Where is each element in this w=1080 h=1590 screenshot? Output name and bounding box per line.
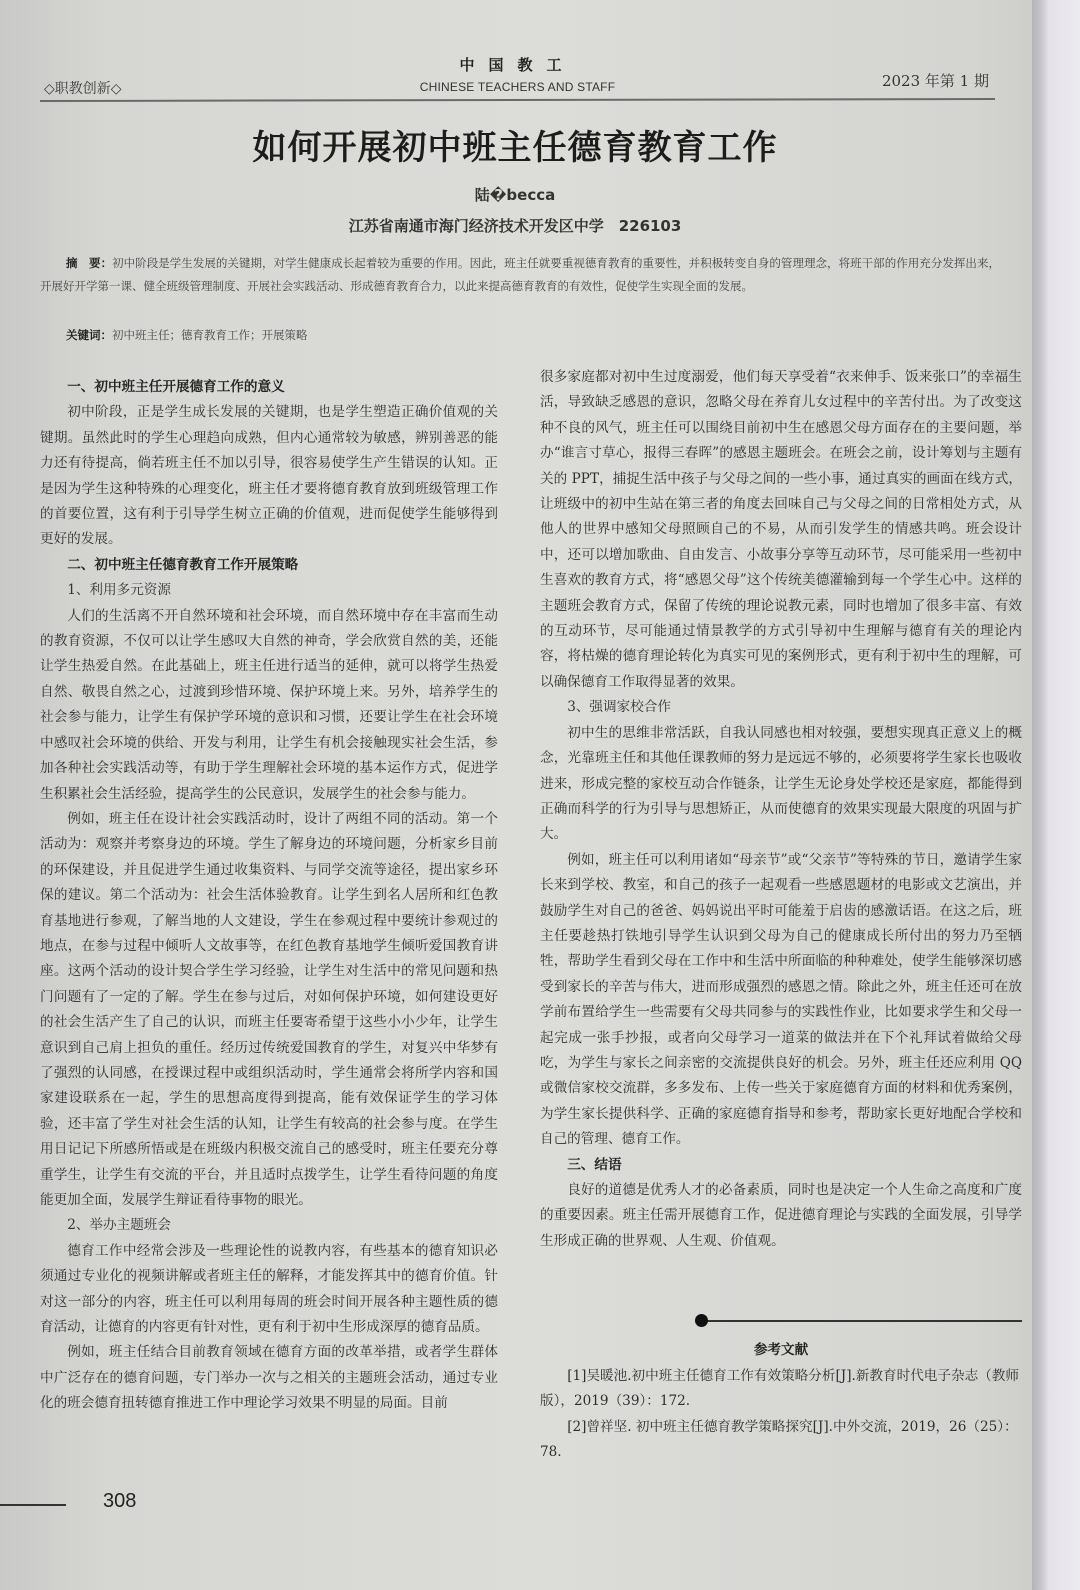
- page-number: 308: [103, 1490, 137, 1512]
- issue-label: 2023 年第 1 期: [881, 72, 989, 90]
- left-column: [40, 375, 498, 1417]
- subheading-home-school: 3、强调家校合作: [567, 699, 671, 716]
- article-author: 陆�becca: [474, 186, 556, 204]
- abstract-label: 摘 要：: [66, 256, 113, 270]
- paragraph: 良好的道德是优秀人才的必备素质，同时也是决定一个人生命之高度和广度的重要因素。班主任需开展德育工作，促进德育理论与实践的全面发展，引导学生形成正确的世界观、人生观、价值观。: [540, 1182, 1022, 1249]
- section-label: ◇职教创新◇: [44, 81, 122, 97]
- subheading-theme-meeting: 2、举办主题班会: [67, 1217, 171, 1234]
- journal-name-en: CHINESE TEACHERS AND STAFF: [419, 80, 616, 94]
- subheading-resources: 1、利用多元资源: [67, 582, 171, 599]
- divider-dot-icon: [695, 1314, 708, 1327]
- reference-item: [1]吴暖池.初中班主任德育工作有效策略分析[J].新教育时代电子杂志（教师版），2019（39）：172.: [540, 1368, 1019, 1410]
- journal-header: [40, 48, 995, 102]
- paragraph: 初中阶段，正是学生成长发展的关键期，也是学生塑造正确价值观的关键期。虽然此时的学生心理趋向成熟，但内心通常较为敏感，辨别善恶的能力还有待提高，倘若班主任不加以引导，很容易使学生产生错误的认知。正是因为学生这种特殊的心理变化，班主任才要将德育教育放到班级管理工作的首要位置，这有利于引导学生树立正确的价值观，进而促使学生能够得到更好的发展。: [40, 404, 498, 548]
- paragraph: 德育工作中经常会涉及一些理论性的说教内容，有些基本的德育知识必须通过专业化的视频讲解或者班主任的解释，才能发挥其中的德育价值。针对这一部分的内容，班主任可以利用每周的班会时间开展各种主题性质的德育活动，让德育的内容更有针对性，更有利于初中生形成深厚的德育品质。: [40, 1242, 498, 1336]
- heading-significance: 一、初中班主任开展德育工作的意义: [67, 379, 285, 395]
- paragraph: 例如，班主任在设计社会实践活动时，设计了两组不同的活动。第一个活动为：观察并考察身边的环境。学生了解身边的环境问题，分析家乡目前的环保建设，并且促进学生通过收集资料、与同学交流等途径，提出家乡环保的建议。第二个活动为：社会生活体验教育。让学生到名人居所和红色教育基地进行参观，了解当地的人文建设，学生在参观过程中要统计参观过的地点，在参与过程中倾听人文故事等，在红色教育基地学生倾听爱国教育讲座。这两个活动的设计契合学生学习经验，让学生对生活中的常见问题和热门问题有了一定的了解。学生在参与过后，对如何保护环境，如何建设更好的社会生活产生了自己的认识，而班主任要寄希望于这些小小少年，让学生意识到自己肩上担负的重任。经历过传统爱国教育的学生，对复兴中华梦有了强烈的认同感，在授课过程中或组织活动时，学生通常会将所学内容和国家建设联系在一起，学生的思想高度得到提高，能有效保证学生的学习体验，还丰富了学生对社会生活的认知，让学生有较高的社会参与度。在学生用日记记下所感所悟或是在班级内积极交流自己的感受时，班主任要充分尊重学生，让学生有交流的平台，并且适时点拨学生，让学生看待问题的角度能更加全面，发展学生辩证看待事物的眼光。: [40, 810, 498, 1208]
- paragraph: 例如，班主任可以利用诸如“母亲节”或“父亲节”等特殊的节日，邀请学生家长来到学校、教室，和自己的孩子一起观看一些感恩题材的电影或文艺演出，并鼓励学生对自己的爸爸、妈妈说出平时可能羞于启齿的感激话语。在这之后，班主任要趁热打铁地引导学生认识到父母为自己的健康成长所付出的努力乃至牺牲，帮助学生看到父母在工作中和生活中所面临的种种难处，使学生能够深切感受到家长的辛苦与伟大，进而形成强烈的感恩之情。除此之外，班主任还可在放学前布置给学生一些需要有父母共同参与的实践性作业，比如要求学生和父母一起完成一张手抄报，或者向父母学习一道菜的做法并在下个礼拜试着做给父母吃，为学生与家长之间亲密的交流提供良好的机会。另外，班主任还应利用 QQ 或微信家校交流群，多多发布、上传一些关于家庭德育方面的材料和优秀案例，为学生家长提供科学、正确的家庭德育指导和参考，帮助家长更好地配合学校和自己的管理、德育工作。: [540, 851, 1022, 1148]
- heading-strategies: 二、初中班主任德育教育工作开展策略: [67, 556, 299, 573]
- abstract: [40, 252, 1000, 298]
- keywords: [66, 327, 308, 343]
- journal-name-cn: 中国教工: [459, 56, 576, 74]
- page-edge-shadow: [1032, 0, 1080, 1590]
- paragraph: 很多家庭都对初中生过度溺爱，他们每天享受着“衣来伸手、饭来张口”的幸福生活，导致缺乏感恩的意识，忽略父母在养育儿女过程中的辛苦付出。为了改变这种不良的风气，班主任可以围绕目前初中生在感恩父母方面存在的主要问题，举办“谁言寸草心，报得三春晖”的感恩主题班会。在班会之前，设计筹划与主题有关的 PPT，捕捉生活中孩子与父母之间的一些小事，通过真实的画面在线方式，让班级中的初中生站在第三者的角度去回味自己与父母之间的日常相处方式，从他人的世界中感知父母照顾自己的不易，从而引发学生的情感共鸣。班会设计中，还可以增加歌曲、自由发言、小故事分享等互动环节，尽可能采用一些初中生喜欢的教育方式，将“感恩父母”这个传统美德灌输到每一个学生心中。这样的主题班会教育方式，保留了传统的理论说教元素，同时也增加了很多丰富、有效的互动环节，尽可能通过情景教学的方式引导初中生理解与德育有关的理论内容，将枯燥的德育理论转化为真实可见的案例形式，更有利于初中生的理解，可以确保德育工作取得显著的效果。: [540, 369, 1022, 690]
- paragraph: 例如，班主任结合目前教育领域在德育方面的改革举措，或者学生群体中广泛存在的德育问题，专门举办一次与之相关的主题班会活动，通过专业化的班会德育扭转德育推进工作中理论学习效果不明显的局面。目前: [40, 1344, 498, 1412]
- abstract-text: 初中阶段是学生发展的关键期，对学生健康成长起着较为重要的作用。因此，班主任就要重视德育教育的重要性，并积极转变自身的管理理念，将班干部的作用充分发挥出来，开展好开学第一课、健全班级管理制度、开展社会实践活动、形成德育教育合力，以此来提高德育教育的有效性，促使学生实现全面的发展。: [40, 256, 1000, 293]
- article-affiliation: 江苏省南通市海门经济技术开发区中学 226103: [348, 217, 682, 235]
- references-list: [540, 1364, 1025, 1466]
- keywords-label: 关键词：: [66, 328, 112, 342]
- footer-divider: [0, 1504, 66, 1506]
- right-column: [540, 365, 1022, 1254]
- article-title: 如何开展初中班主任德育教育工作: [252, 128, 778, 168]
- reference-item: [2]曾祥坚. 初中班主任德育教学策略探究[J].中外交流，2019，26（25）：78.: [540, 1418, 1018, 1461]
- references-divider: [700, 1320, 1022, 1322]
- paragraph: 人们的生活离不开自然环境和社会环境，而自然环境中存在丰富而生动的教育资源，不仅可以让学生感叹大自然的神奇，学会欣赏自然的美，还能让学生热爱自然。在此基础上，班主任进行适当的延伸，就可以将学生热爱自然、敬畏自然之心，过渡到珍惜环境、保护环境上来。另外，培养学生的社会参与能力，让学生有保护学环境的意识和习惯，还要让学生在社会环境中感叹社会环境的供给、开发与利用，让学生有机会接触现实社会生活，参加各种社会实践活动等，有助于学生理解社会环境的基本运作方式，促进学生积累社会生活经验，提高学生的公民意识，发展学生的社会参与能力。: [40, 607, 498, 802]
- heading-conclusion: 三、结语: [567, 1156, 622, 1173]
- references-title: 参考文献: [753, 1342, 809, 1358]
- paragraph: 初中生的思维非常活跃，自我认同感也相对较强，要想实现真正意义上的概念，光靠班主任和其他任课教师的努力是远远不够的，必须要将学生家长也吸收进来，形成完整的家校互动合作链条，让学生无论身处学校还是家庭，都能得到正确而科学的行为引导与思想矫正，从而使德育的效果实现最大限度的巩固与扩大。: [540, 724, 1022, 843]
- keywords-text: 初中班主任；德育教育工作；开展策略: [112, 328, 308, 342]
